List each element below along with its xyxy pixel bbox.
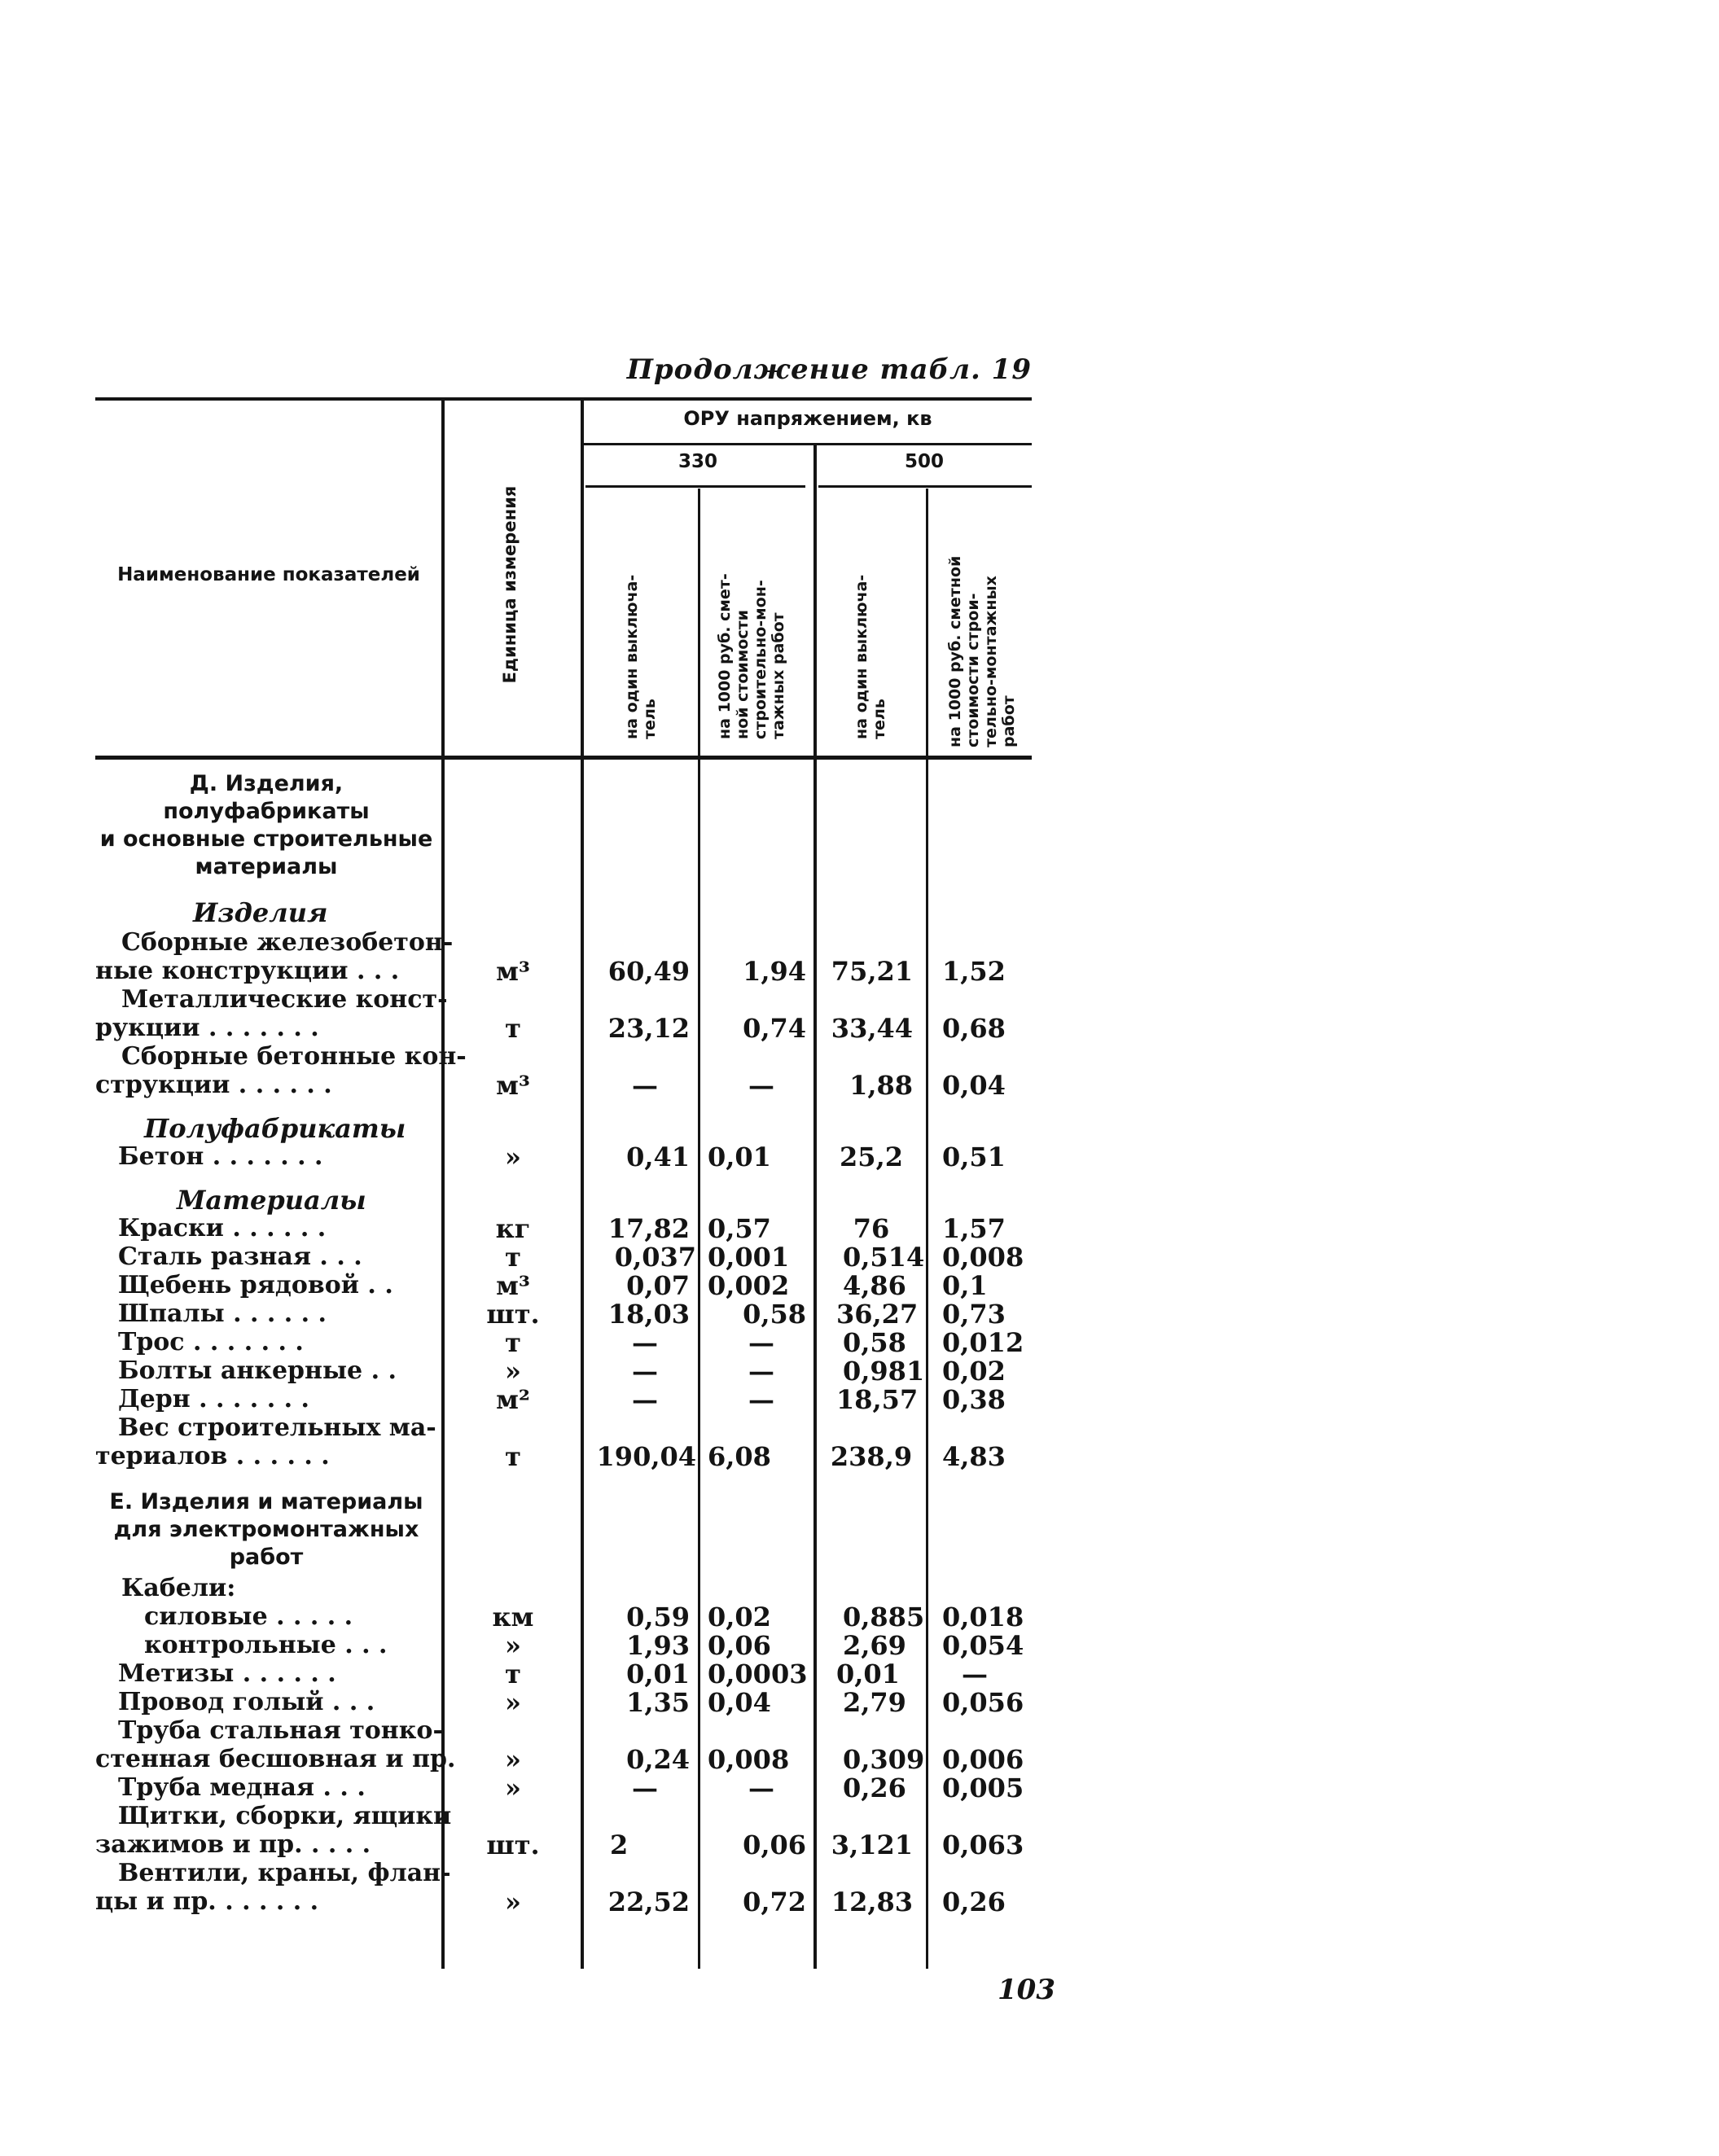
subsection-izdelia: Изделия (193, 897, 328, 928)
value-330-per-1000: 0,02 (708, 1602, 771, 1632)
row-label-line2: силовые . . . . . (144, 1602, 353, 1631)
unit-cell: » (505, 1630, 521, 1661)
unit-cell: » (505, 1687, 521, 1718)
col-a-rule (698, 489, 700, 1969)
value-500-per-switch: 238,9 (830, 1441, 913, 1472)
unit-col-right-rule (581, 397, 584, 1969)
unit-col-header: Единица измерения (500, 485, 520, 684)
row-label-line2: Бетон . . . . . . . (118, 1142, 323, 1171)
unit-cell: т (505, 1013, 521, 1044)
value-500-per-switch: 0,58 (843, 1327, 906, 1358)
value-330-per-switch: 18,03 (607, 1299, 690, 1330)
voltage-500: 500 (904, 451, 944, 472)
value-500-per-switch: 0,26 (843, 1773, 906, 1803)
value-500-per-1000: 0,68 (942, 1013, 1006, 1044)
unit-cell: » (505, 1744, 521, 1775)
value-330-per-switch: 0,59 (626, 1602, 690, 1632)
value-330-per-switch: 0,037 (614, 1242, 696, 1273)
row-label-line2: Труба медная . . . (118, 1773, 366, 1802)
value-330-per-switch: 17,82 (607, 1213, 690, 1244)
value-330-per-1000: 0,0003 (708, 1659, 808, 1689)
value-330-per-1000: — (748, 1773, 774, 1803)
subsection-polufab: Полуфабрикаты (144, 1113, 406, 1144)
value-330-per-1000: 1,94 (743, 956, 806, 987)
value-330-per-switch: — (632, 1327, 658, 1358)
value-500-per-switch: 1,88 (849, 1070, 913, 1101)
value-330-per-switch: 190,04 (596, 1441, 696, 1472)
row-label-line2: териалов . . . . . . (95, 1442, 330, 1470)
unit-cell: » (505, 1773, 521, 1803)
unit-cell: шт. (486, 1299, 540, 1330)
value-330-per-switch: 0,01 (626, 1659, 690, 1689)
unit-cell: шт. (486, 1830, 540, 1860)
value-500-per-switch: 25,2 (840, 1142, 903, 1172)
unit-cell: км (492, 1602, 534, 1632)
row-label-line2: Сталь разная . . . (118, 1242, 362, 1271)
value-500-per-1000: 0,73 (942, 1299, 1006, 1330)
value-500-per-switch: 76 (853, 1213, 890, 1244)
row-label-line1: Вентили, краны, флан- (118, 1859, 451, 1887)
unit-cell: м³ (496, 1270, 530, 1301)
value-500-per-1000: 0,006 (942, 1744, 1024, 1775)
unit-cell: м³ (496, 1070, 530, 1101)
header-bottom-rule (95, 756, 1032, 760)
row-label-line1: Сборные бетонные кон- (121, 1042, 467, 1071)
row-label-line1: Щитки, сборки, ящики (118, 1802, 452, 1830)
value-330-per-1000: 0,008 (708, 1744, 790, 1775)
row-label-line2: Шпалы . . . . . . (118, 1299, 327, 1328)
voltage-330: 330 (678, 451, 717, 472)
value-500-per-1000: 0,012 (942, 1327, 1024, 1358)
unit-cell: т (505, 1659, 521, 1689)
value-500-per-1000: 1,57 (942, 1213, 1006, 1244)
section-d-title: Д. Изделия, полуфабрикаты и основные строительные материалы (99, 771, 433, 879)
value-500-per-1000: 0,008 (942, 1242, 1024, 1273)
row-label-line2: цы и пр. . . . . . . (95, 1887, 319, 1916)
value-330-per-switch: 23,12 (607, 1013, 690, 1044)
row-label-line2: Болты анкерные . . (118, 1356, 397, 1385)
sub-header-1: на один выключа- тель (623, 574, 659, 739)
value-330-per-switch: — (632, 1384, 658, 1415)
value-500-per-1000: 0,38 (942, 1384, 1006, 1415)
value-330-per-switch: 0,07 (626, 1270, 690, 1301)
value-500-per-switch: 0,309 (843, 1744, 925, 1775)
sub-header-2: на 1000 руб. смет- ной стоимости строительно-мон- тажных работ (716, 573, 787, 739)
subsection-materialy: Материалы (177, 1185, 366, 1216)
row-label-line2: стенная бесшовная и пр. (95, 1745, 456, 1773)
value-500-per-switch: 0,885 (843, 1602, 925, 1632)
value-330-per-1000: 0,74 (743, 1013, 806, 1044)
row-label-line2: Провод голый . . . (118, 1688, 375, 1716)
value-500-per-switch: 75,21 (831, 956, 913, 987)
col-b-rule (813, 445, 817, 1969)
kabeli-label: Кабели: (121, 1574, 236, 1602)
row-label-line2: контрольные . . . (144, 1631, 388, 1659)
value-330-per-1000: 0,06 (708, 1630, 771, 1661)
value-500-per-switch: 0,01 (836, 1659, 900, 1689)
value-330-per-1000: 6,08 (708, 1441, 771, 1472)
v330-rule (585, 485, 805, 488)
value-500-per-1000: 4,83 (942, 1441, 1006, 1472)
value-330-per-switch: 1,93 (626, 1630, 690, 1661)
row-label-line2: Дерн . . . . . . . (118, 1385, 309, 1413)
value-330-per-1000: — (748, 1384, 774, 1415)
top-rule (95, 397, 1032, 401)
value-330-per-1000: 0,58 (743, 1299, 806, 1330)
table-caption: Продолжение табл. 19 (626, 353, 1032, 386)
value-500-per-1000: 0,04 (942, 1070, 1006, 1101)
value-330-per-switch: 60,49 (607, 956, 690, 987)
page-number: 103 (998, 1974, 1055, 2006)
value-330-per-switch: 22,52 (607, 1886, 690, 1917)
value-330-per-1000: 0,04 (708, 1687, 771, 1718)
value-500-per-switch: 3,121 (831, 1830, 913, 1860)
value-330-per-1000: — (748, 1327, 774, 1358)
value-500-per-switch: 2,69 (843, 1630, 906, 1661)
value-500-per-switch: 36,27 (836, 1299, 919, 1330)
value-330-per-switch: 0,24 (626, 1744, 690, 1775)
value-330-per-1000: 0,002 (708, 1270, 790, 1301)
value-500-per-switch: 0,981 (843, 1356, 925, 1387)
value-500-per-1000: 0,51 (942, 1142, 1006, 1172)
row-label-line2: Трос . . . . . . . (118, 1328, 304, 1356)
row-label-line2: Краски . . . . . . (118, 1214, 327, 1242)
value-500-per-1000: 0,02 (942, 1356, 1006, 1387)
unit-cell: т (505, 1327, 521, 1358)
value-500-per-switch: 12,83 (831, 1886, 913, 1917)
value-500-per-1000: — (962, 1659, 988, 1689)
row-label-line1: Металлические конст- (121, 985, 448, 1014)
value-500-per-switch: 2,79 (843, 1687, 906, 1718)
value-330-per-1000: 0,57 (708, 1213, 771, 1244)
row-label-line2: Щебень рядовой . . (118, 1271, 393, 1299)
value-500-per-switch: 18,57 (836, 1384, 919, 1415)
value-330-per-1000: — (748, 1356, 774, 1387)
value-330-per-switch: — (632, 1356, 658, 1387)
value-500-per-1000: 0,056 (942, 1687, 1024, 1718)
value-500-per-1000: 0,1 (942, 1270, 988, 1301)
sub-header-4: на 1000 руб. сметной стоимости строи- тельно-монтажных работ (946, 555, 1018, 747)
row-label-line1: Сборные железобетон- (121, 928, 454, 957)
row-label-line2: зажимов и пр. . . . . (95, 1830, 371, 1859)
value-330-per-1000: 0,72 (743, 1886, 806, 1917)
unit-cell: » (505, 1142, 521, 1172)
value-330-per-switch: — (632, 1070, 658, 1101)
unit-cell: м³ (496, 956, 530, 987)
value-500-per-switch: 0,514 (843, 1242, 925, 1273)
section-e-title: Е. Изделия и материалы для электромонтажных работ (109, 1489, 423, 1570)
value-330-per-1000: 0,001 (708, 1242, 790, 1273)
row-label-line2: рукции . . . . . . . (95, 1014, 319, 1042)
value-330-per-1000: 0,01 (708, 1142, 771, 1172)
row-label-line1: Вес строительных ма- (118, 1413, 436, 1442)
unit-cell: м² (496, 1384, 530, 1415)
group-header: ОРУ напряжением, кв (683, 407, 932, 430)
value-330-per-switch: 2 (610, 1830, 629, 1860)
value-500-per-1000: 0,018 (942, 1602, 1024, 1632)
unit-cell: т (505, 1242, 521, 1273)
row-label-line2: Метизы . . . . . . (118, 1659, 336, 1688)
row-label-line2: струкции . . . . . . (95, 1071, 332, 1099)
value-330-per-switch: 1,35 (626, 1687, 690, 1718)
group-rule (584, 443, 1032, 445)
value-330-per-1000: — (748, 1070, 774, 1101)
row-label-line1: Труба стальная тонко- (118, 1716, 443, 1745)
value-500-per-1000: 0,054 (942, 1630, 1024, 1661)
value-500-per-1000: 0,26 (942, 1886, 1006, 1917)
value-500-per-1000: 0,005 (942, 1773, 1024, 1803)
row-label-line2: ные конструкции . . . (95, 957, 400, 985)
unit-cell: » (505, 1356, 521, 1387)
value-330-per-switch: 0,41 (626, 1142, 690, 1172)
value-330-per-1000: 0,06 (743, 1830, 806, 1860)
value-330-per-switch: — (632, 1773, 658, 1803)
value-500-per-switch: 4,86 (843, 1270, 906, 1301)
unit-cell: » (505, 1886, 521, 1917)
unit-cell: т (505, 1441, 521, 1472)
unit-cell: кг (495, 1213, 531, 1244)
data-table (95, 397, 1032, 1969)
value-500-per-1000: 1,52 (942, 956, 1006, 987)
sub-header-3: на один выключа- тель (853, 574, 888, 739)
col-c-rule (926, 489, 928, 1969)
value-500-per-switch: 33,44 (831, 1013, 913, 1044)
value-500-per-1000: 0,063 (942, 1830, 1024, 1860)
name-col-header: Наименование показателей (117, 564, 420, 585)
